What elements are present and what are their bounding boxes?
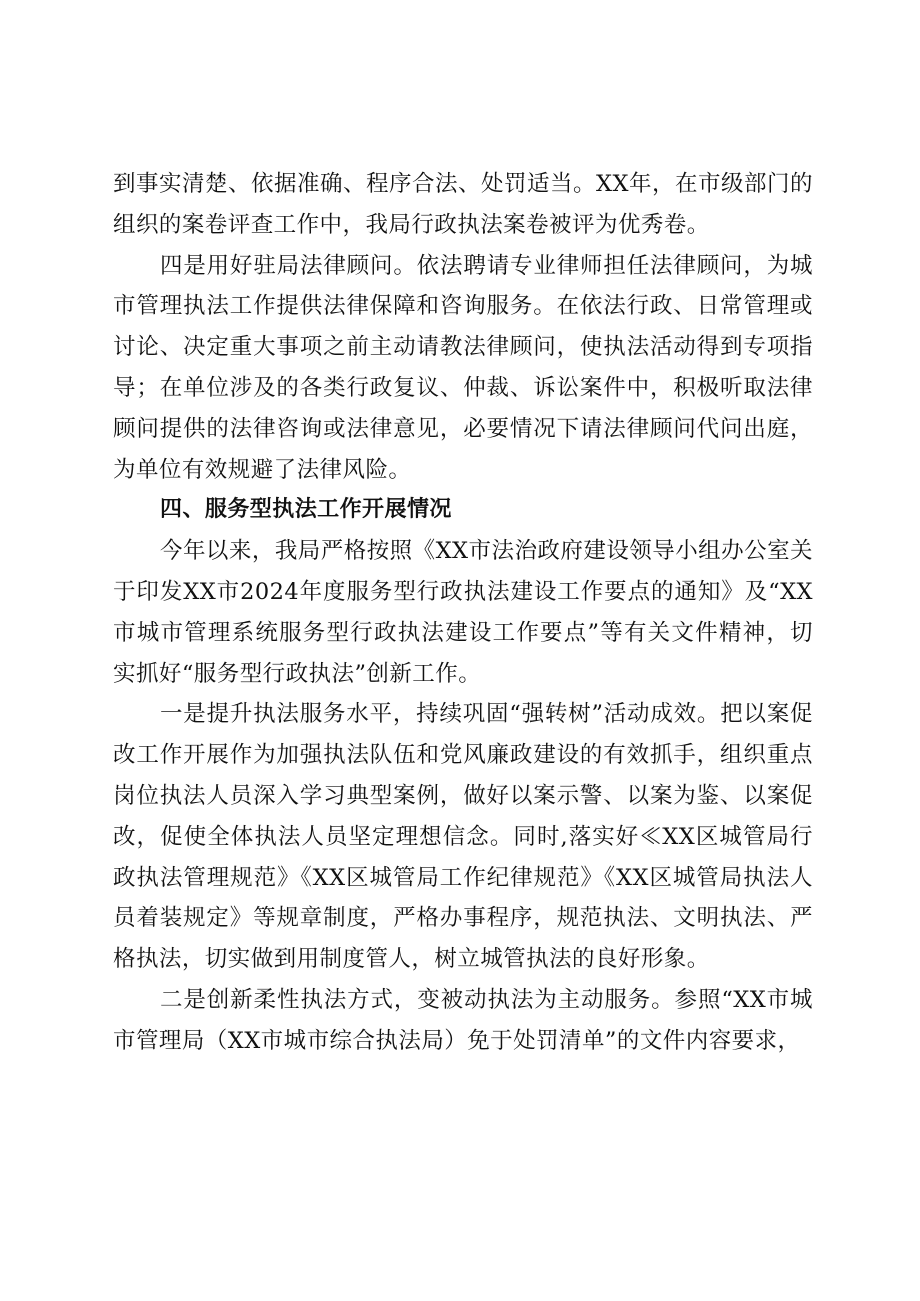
section-heading: 四、服务型执法工作开展情况 xyxy=(160,497,452,523)
paragraph-legal-advisor: 四是用好驻局法律顾问。依法聘请专业律师担任法律顾问，为城市管理执法工作提供法律保障和咨询服务。在依法行政、日常管理或讨论、决定重大事项之前主动请教法律顾问，使执法活动得到专项指导；在单位涉及的各类行政复议、仲裁、诉讼案件中，积极听取法律顾问提供的法律咨询或法律意见，必要情况下请法律顾问代问出庭，为单位有效规避了法律风险。 xyxy=(113,252,813,483)
document-body xyxy=(113,164,813,1062)
paragraph-continuation: 到事实清楚、依据准确、程序合法、处罚适当。XX年，在市级部门的组织的案卷评查工作中，我局行政执法案卷被评为优秀卷。 xyxy=(113,171,813,238)
paragraph-point-one: 一是提升执法服务水平，持续巩固“强转树”活动成效。把以案促改工作开展作为加强执法队伍和党风廉政建设的有效抓手，组织重点岗位执法人员深入学习典型案例，做好以案示警、以案为鉴、以案促改，促使全体执法人员坚定理想信念。同时,落实好≪XX区城管局行政执法管理规范》《XX区城管局工作纪律规范》《XX区城管局执法人员着装规定》等规章制度，严格办事程序，规范执法、文明执法、严格执法，切实做到用制度管人，树立城管执法的良好形象。 xyxy=(113,701,813,973)
paragraph-intro: 今年以来，我局严格按照《XX市法治政府建设领导小组办公室关于印发XX市2024年度服务型行政执法建设工作要点的通知》及“XX市城市管理系统服务型行政执法建设工作要点”等有关文件精神，切实抓好“服务型行政执法”创新工作。 xyxy=(113,538,813,687)
paragraph-point-two: 二是创新柔性执法方式，变被动执法为主动服务。参照“XX市城市管理局（XX市城市综合执法局）免于处罚清单”的文件内容要求， xyxy=(113,986,813,1054)
